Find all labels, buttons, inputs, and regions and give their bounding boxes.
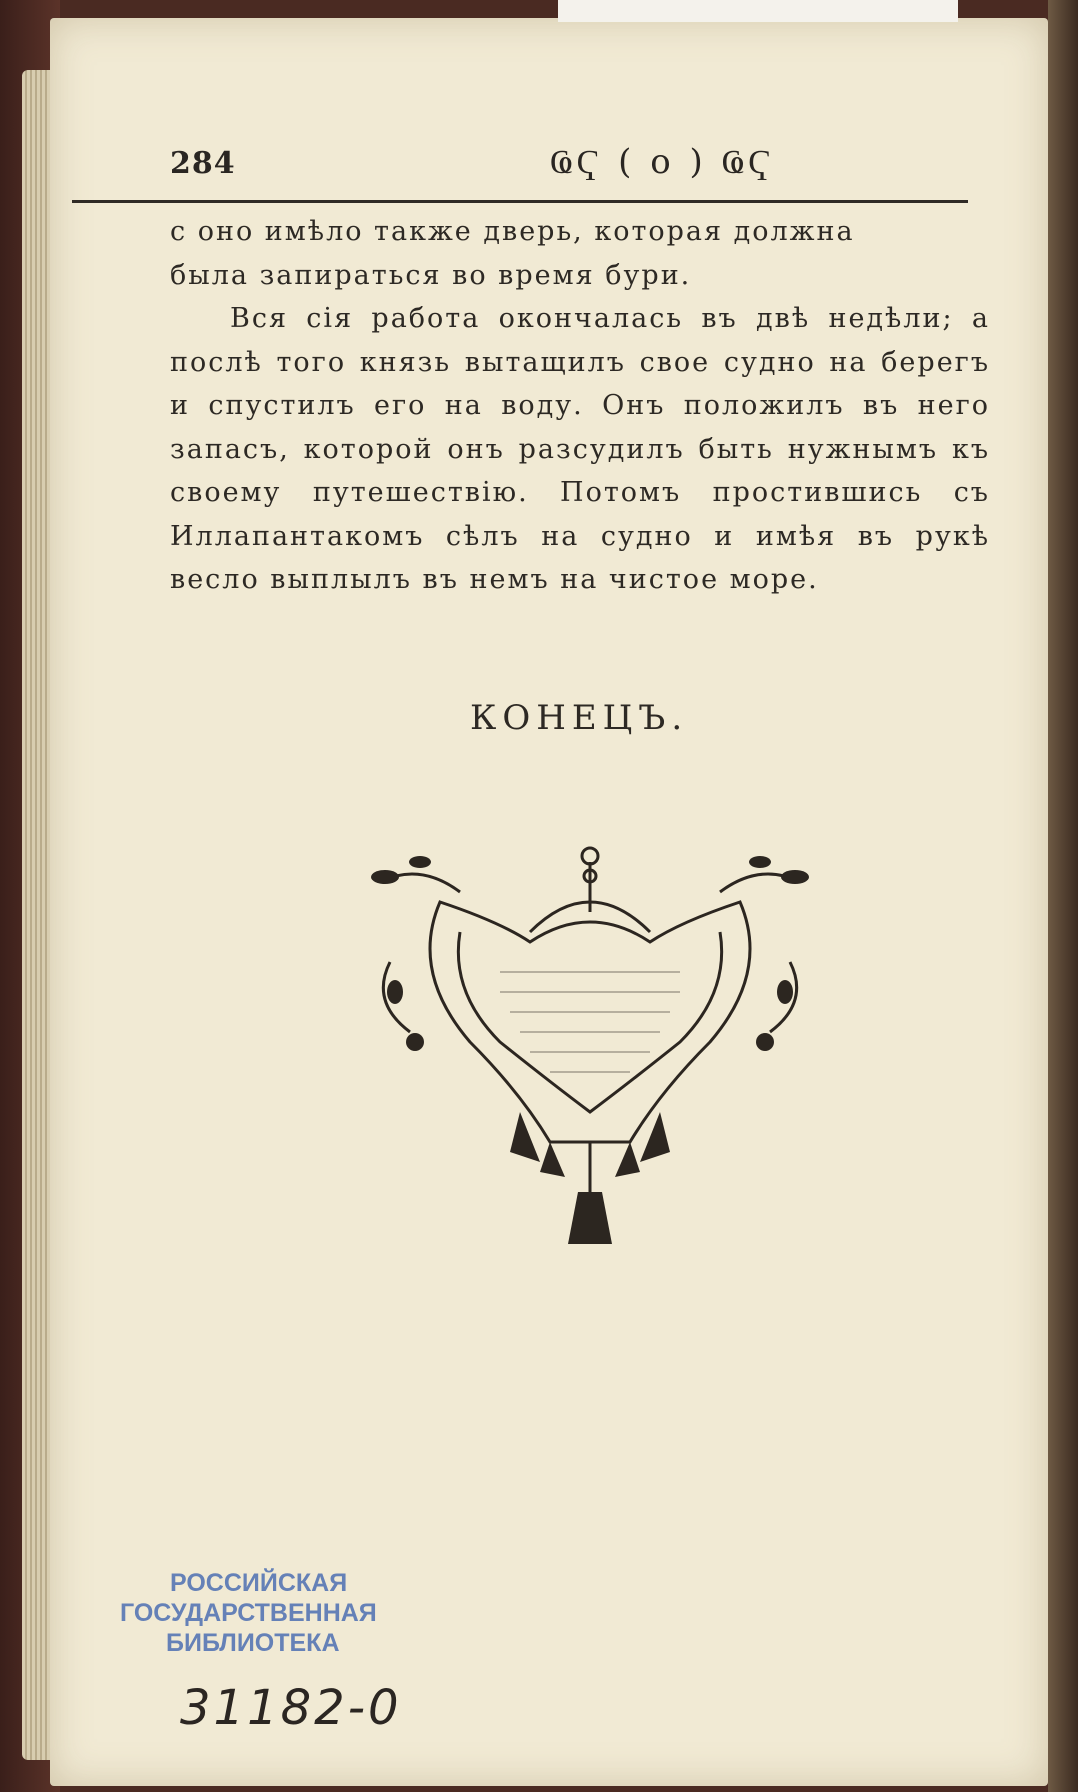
shelfmark: 31182-0 xyxy=(180,1680,402,1736)
stamp-line: БИБЛИОТЕКА xyxy=(166,1629,340,1657)
library-stamp xyxy=(120,1568,440,1658)
ending-title: КОНЕЦЪ. xyxy=(470,698,689,738)
header-rule xyxy=(72,200,968,203)
text-line: была запираться во время бури. xyxy=(170,259,692,291)
page-header xyxy=(120,128,970,182)
background-right xyxy=(1048,0,1078,1792)
stamp-line: ГОСУДАРСТВЕННАЯ xyxy=(120,1599,377,1627)
stamp-line: РОССИЙСКАЯ xyxy=(170,1569,348,1597)
running-ornament: ҨҀ ( о ) ҨҀ xyxy=(550,142,775,182)
body-text xyxy=(170,210,990,602)
page-number: 284 xyxy=(170,146,236,181)
paper-tab xyxy=(558,0,958,22)
ornament-vignette xyxy=(350,842,830,1252)
text-line: с оно имѣло также дверь, которая должна xyxy=(170,216,855,247)
paragraph: Вся сія работа окончалась въ двѣ недѣли; а послѣ того князь вытащилъ свое судно на берегъ и спустилъ его на воду. Онъ положилъ въ него запасъ, которой онъ разсудилъ быть нужнымъ къ своему путешествію. Потомъ простившись съ Иллапантакомъ сѣлъ на судно и имѣя въ рукѣ весло выплылъ въ немъ на чистое море. xyxy=(170,303,990,595)
